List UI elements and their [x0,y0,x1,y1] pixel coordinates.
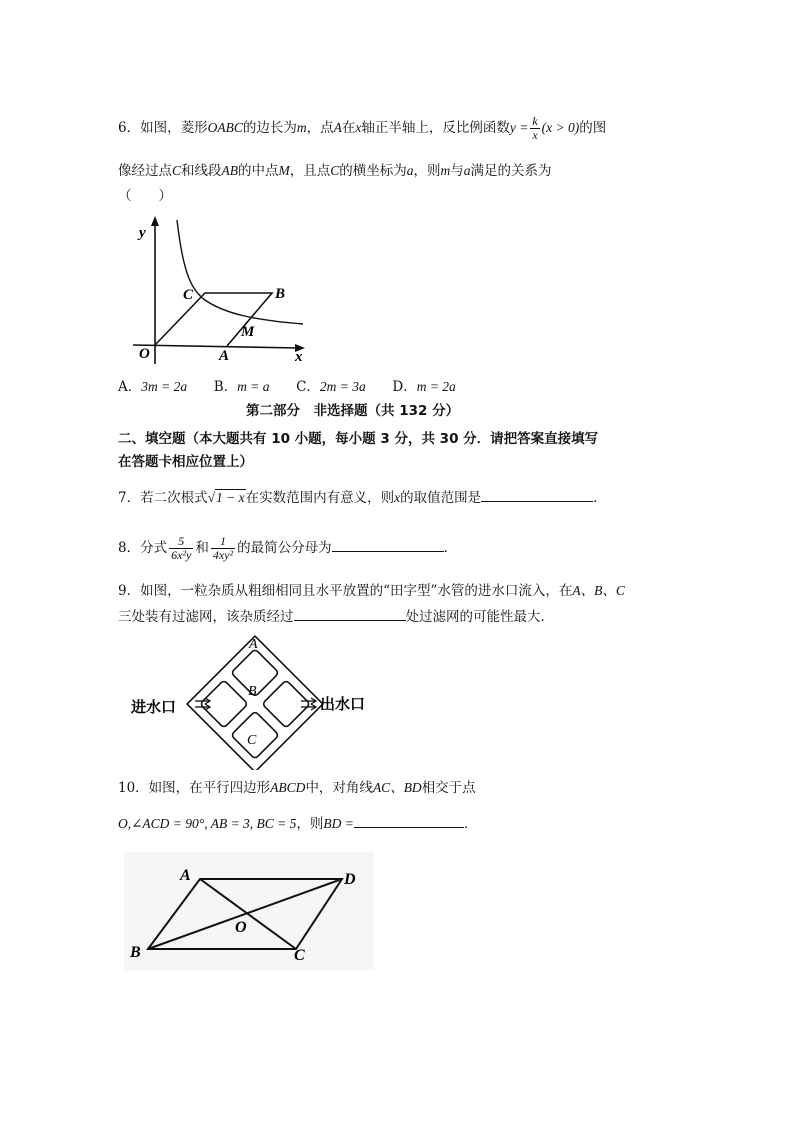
q10-answer-blank[interactable] [354,813,464,828]
q8-fraction-2: $\frac{1}{\text{4xy²}}$ [212,534,234,562]
rhombus-oabc [155,293,272,346]
inlet-label: 进水口 [131,698,177,716]
q10-parallelogram-figure [124,852,374,970]
q6-text: ，则 [413,163,441,179]
q6-line2 [118,161,552,181]
q6-text: 与 [450,163,464,179]
option-b[interactable]: B．m = a [213,379,270,395]
part2-heading: 第二部分 非选择题（共 132 分） [246,403,460,419]
label-C: C [247,733,257,748]
q6-text: 在 [341,120,356,136]
q6-var: m [296,120,307,135]
q6-var: a [463,163,471,178]
q6-text: 轴正半轴上，反比例函数 [361,120,510,136]
label-B: B [248,684,257,699]
q6-function: y = [509,120,529,135]
q9-line2: 三处装有过滤网，该杂质经过 处过滤网的可能性最大． [118,606,554,627]
label-A: A [249,637,258,652]
q6-condition: (x > 0) [541,120,580,135]
label-A: A [219,348,230,364]
q6-fraction [530,115,539,142]
q7-answer-blank[interactable] [481,487,593,502]
figure-background [124,852,374,970]
q6-var: OABC [207,120,243,135]
y-axis-arrow-icon [151,216,159,226]
label-A: A [180,867,191,884]
label-C: C [294,947,305,964]
q8: 8．分式 $\frac{5}{\text{6x²y}}$ 和 $\frac{1}{\text{4xy²}}$ 的最简公分母为 ． [118,534,458,562]
x-axis [133,345,299,348]
q10-line1: 10．如图，在平行四边形ABCD中，对角线AC、BD相交于点 [118,780,476,796]
label-y: y [139,225,146,241]
label-O: O [235,919,247,936]
q8-answer-blank[interactable] [332,537,444,552]
q10-line2: O,∠ACD = 90°, AB = 3, BC = 5，则BD = ． [118,813,477,834]
q6-options [118,377,456,397]
q6-text: 6．如图，菱形 [118,120,208,136]
q6-text: 的边长为 [242,120,297,136]
sqrt-expression: √1 − x [207,490,245,505]
fraction-denominator: x [532,128,538,142]
q6-var: a [406,163,414,178]
label-M: M [241,324,255,340]
q9-line1: 9．如图，一粒杂质从粗细相同且水平放置的“田字型”水管的进水口流入，在A、B、C [118,583,625,599]
q8-fraction-1: $\frac{5}{\text{6x²y}}$ [171,534,192,562]
q6-var: A [333,120,342,135]
q7: 7．若二次根式√1 − x在实数范围内有意义，则x的取值范围是 ． [118,487,607,508]
q6-text: 像经过点 [118,163,172,179]
q9-pipe-figure [125,632,385,770]
q6-text: 满足的关系为 [470,163,552,179]
q6-var: M [278,163,290,178]
section-heading-line1: 二、填空题（本大题共有 10 小题，每小题 3 分，共 30 分．请把答案直接填写 [118,431,599,447]
q6-text: 的图 [579,120,607,136]
label-x: x [295,349,303,365]
q6-var: C [172,163,182,178]
option-a[interactable]: A．3m = 2a [118,379,188,395]
option-d[interactable]: D．m = 2a [392,379,456,395]
q6-var: C [330,163,340,178]
q6-text: 和线段 [181,163,222,179]
fraction-numerator: k [532,114,538,128]
q6-var: m [440,163,451,178]
pipe-cell [262,680,310,728]
q6-text: 的横坐标为 [339,163,407,179]
label-B: B [130,944,141,961]
q6-line1 [118,115,606,142]
section-heading-line2: 在答题卡相应位置上） [118,454,253,470]
q6-text: 的中点 [238,163,279,179]
q6-answer-paren: （ ） [118,188,172,204]
q6-text: ，点 [306,120,334,136]
label-C: C [183,287,194,303]
q6-text: ，且点 [289,163,331,179]
option-c[interactable]: C．2m = 3a [296,379,366,395]
q6-var: AB [221,163,239,178]
pipe-cell [200,680,248,728]
label-D: D [344,871,356,888]
q6-var: x [355,120,362,135]
q6-figure [125,212,315,370]
label-O: O [139,346,150,362]
q9-answer-blank[interactable] [294,606,406,621]
label-B: B [275,286,286,302]
hyperbola-curve [177,220,303,324]
outlet-label: 出水口 [320,695,366,713]
